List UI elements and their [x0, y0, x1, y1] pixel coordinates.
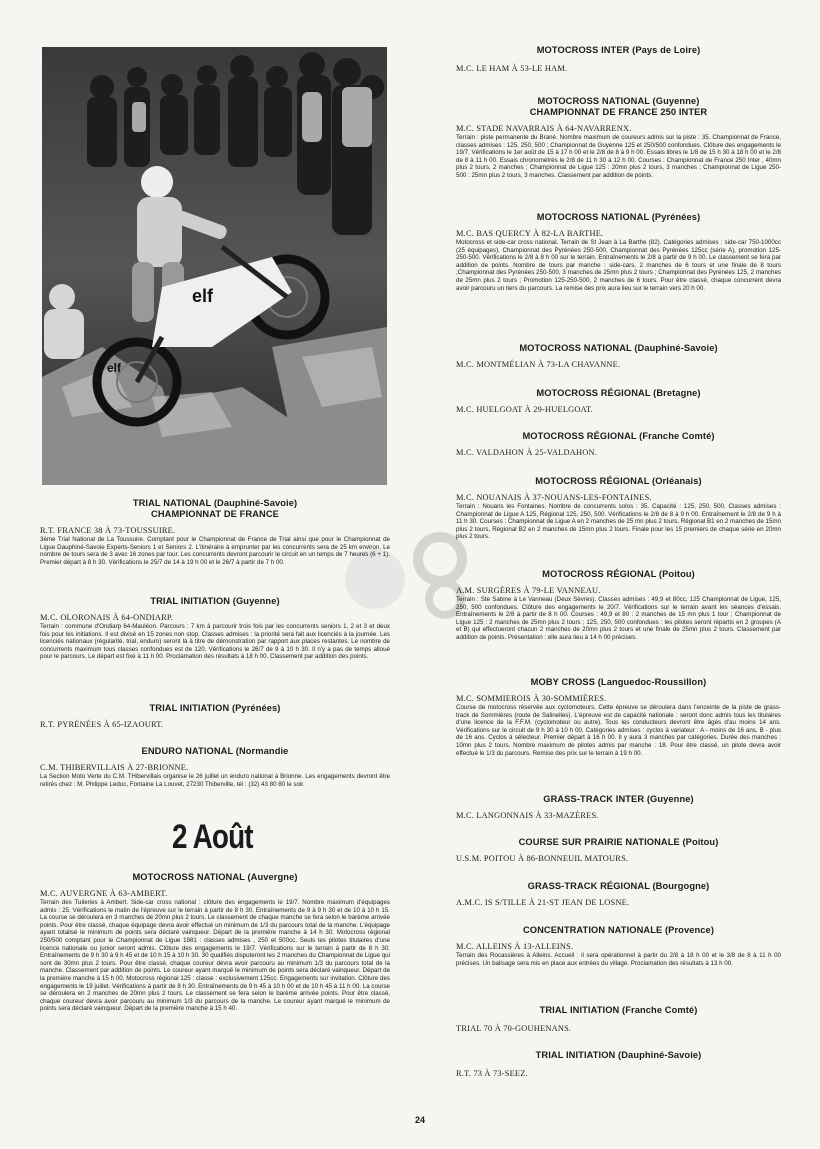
left-section-trial-national: [40, 498, 390, 566]
section-subtitle: CHAMPIONNAT DE FRANCE: [151, 509, 279, 519]
section-title: MOTOCROSS NATIONAL (Guyenne): [537, 96, 700, 106]
section-body: Terrain des Rocassières à Alleins. Accueil : il sera opérationnel à partir du 2/8 à 18 h 00 et le 3/8 de 8 à 11 h 00 précises. Un balisage sera mis en place aux entrées du village. Proclamation des résultats à 13 h 00.: [456, 952, 781, 967]
club-name: A.M. SURGÈRES À 79-LE VANNEAU.: [456, 586, 601, 595]
section-title: CONCENTRATION NATIONALE (Provence): [522, 925, 715, 935]
right-section-3: [456, 343, 781, 370]
left-section-trial-initiation-guyenne: [40, 596, 390, 661]
club-name: M.C. STADE NAVARRAIS À 64-NAVARRENX.: [456, 124, 632, 133]
club-name: M.C. LANGONNAIS À 33-MAZÈRES.: [456, 811, 599, 820]
section-title: GRASS-TRACK INTER (Guyenne): [543, 794, 694, 804]
left-section-motocross-auvergne: [40, 872, 390, 1013]
elf-logo-text-2: elf: [107, 361, 122, 375]
club-name: M.C. OLORONAIS À 64-ONDIARP.: [40, 613, 174, 622]
club-name: R.T. FRANCE 38 À 73-TOUSSUIRE.: [40, 526, 176, 535]
right-section-0: [456, 45, 781, 74]
photo-illustration: [42, 47, 387, 485]
trial-rider-photo: [42, 47, 387, 485]
club-name: M.C. ALLEINS À 13-ALLEINS.: [456, 942, 574, 951]
section-title: TRIAL INITIATION (Dauphiné-Savoie): [535, 1050, 702, 1060]
section-title: MOBY CROSS (Languedoc-Roussillon): [530, 677, 707, 687]
right-section-4: [456, 388, 781, 415]
section-title: COURSE SUR PRAIRIE NATIONALE (Poitou): [518, 837, 719, 847]
section-body: Terrain : commune d'Ondiarp 64-Mauléon. Parcours : 7 km à parcourir trois fois par les concurrents seniors 1, 2 et 3 et deux fois pour les initiations. Il est divisé en 15 zones non stop. Classes admises : la priorité sera fait aux licenciés à la journée. Les licenciés nationaux (régularité, trial, enduro) seront là à titre de démonstration par rapport aux places restantes. Le nombre de concurrents maximum tous classes confondues est de 120. Vérifications le 26/7 de 9 à 10 h 30. Il n'y a pas de temps alloué pour le parcours. Le départ est fixé à 11 h 00. Proclamation des résultats à 18 h 00. Classement par addition des points.: [40, 623, 390, 661]
right-section-2: [456, 212, 781, 292]
section-title: MOTOCROSS RÉGIONAL (Bretagne): [536, 388, 701, 398]
club-name: M.C. NOUANAIS À 37-NOUANS-LES-FONTAINES.: [456, 493, 652, 502]
club-name: M.C. SOMMIEROIS À 30-SOMMIÈRES.: [456, 694, 607, 703]
page-number: 24: [414, 1115, 425, 1125]
right-section-6: [456, 476, 781, 541]
left-section-trial-initiation-pyrenees: [40, 703, 390, 730]
section-title: MOTOCROSS NATIONAL (Auvergne): [132, 872, 298, 882]
date-heading: 2 Août: [172, 818, 253, 856]
club-name: R.T. 73 À 73-SEEZ.: [456, 1069, 528, 1078]
section-body: 3ème Trial National de La Toussuire. Comptant pour le Championnat de France de Trial ainsi que pour le Championnat de Ligue Dauphiné-Savoie Experts-Seniors 1 et Seniors 2. L'itinéraire à emprunter par les concurrents sera de 25 km environ. Le nombre de tours sera de 3 avec 16 zones par tour. Les concurrents devront parcourir le circuit en un temps de 7 heures (6 + 1). Premier départ à 8 h 30. Vérifications le 25/7 de 14 à 19 h 00 et le 26/7 à partir de 7 h 00.: [40, 536, 390, 566]
section-title: TRIAL NATIONAL (Dauphiné-Savoie): [132, 498, 298, 508]
section-title: MOTOCROSS NATIONAL (Pyrénées): [536, 212, 701, 222]
section-body: Motocross et side-car cross national. Terrain de St Jean à La Barthe (82). Catégories admises : side-car 750-1000cc (25 équipages), Championnat des Pyrénées 250-500, Championnat des Pyrénées 125cc (série A), promotion 125-250-500. Vérifications le 2/8 à 8 h 00 sur le terrain. Entraînements le 2/8 à partir de 9 h 00. Le classement se fera par addition de points. Nombre de tours par manche : side-cars, 2 manches de 6 tours et une finale de 8 tours ;Championnat des Pyrénées 250-500, 3 manches de 25mn plus 2 tours ; Championnat des Pyrénées 125, 2 manches de 25mn plus 2 tours ; Promotion 125-250-500, 2 manches de 6 tours. Pour être classé, chaque concurrent devra avoir parcouru un tiers du parcours. La remise des prix aura lieu sur le terrain vers 20 h 00.: [456, 239, 781, 292]
section-body: Course de motocross réservée aux cyclomoteurs. Cette épreuve se déroulera dans l'enceinte de la piste de grass-track de Sommières (route de Salinelles). L'épreuve est de capacité nationale : seront donc admis tous les titulaires d'une licence de la F.F.M. (cyclomoteur ou autre). Tous les conducteurs devront être âgés d'au moins 14 ans. Vérifications sur le circuit de 9 h 30 à 10 h 00. Catégories admises : cyclos à variateur : A - moins de 16 ans, B - plus de 16 ans. Cyclos à sélecteur. Premier départ à 16 h 00. Il y aura 3 manches par catégories. Durée des manches : 10mn plus 2 tours. Nombre maximum de pilotes admis par manche : 18. Pour être classé, un pilote devra avoir effectué le 1/3 du parcours. Remise des prix sur le terrain à 19 h 00.: [456, 704, 781, 757]
section-body: Terrain : Ste Sabine à Le Vanneau (Deux Sèvres). Classes admises : 49,9 et 80cc, 125 Championnat de Ligue, 125, 250, 500 confondues. Clôture des engagements le 20/7. Vérifications sur le terrain avant les séances d'essais. Entraînements le 2/8 à partir de 8 h 00. Courses : 49,9 et 80 : 2 manches de 15 mn plus 1 tour ; Championnat de Ligue 125 : 2 manches de 25mn plus 2 tours ; 125, 250, 500 confondues : les pilotes seront répartis en 2 groupes (A et B) qui effectueront chacun 2 manches de 20mn plus 2 tours et une finale de 25mn plus 2 tours. Classement par addition de points. Présentation : elle aura lieu à 14 h 00 précises.: [456, 596, 781, 641]
right-section-5: [456, 431, 781, 458]
section-title: MOTOCROSS RÉGIONAL (Poitou): [542, 569, 695, 579]
club-name: M.C. BAS QUERCY À 82-LA BARTHE.: [456, 229, 604, 238]
section-title: GRASS-TRACK RÉGIONAL (Bourgogne): [527, 881, 710, 891]
right-section-10: [456, 837, 781, 864]
right-section-7: [456, 569, 781, 642]
section-title: TRIAL INITIATION (Pyrénées): [149, 703, 281, 713]
club-name: A.M.C. IS S/TILLE À 21-ST JEAN DE LOSNE.: [456, 898, 630, 907]
left-section-enduro-national: [40, 746, 390, 788]
section-title: MOTOCROSS RÉGIONAL (Franche Comté): [522, 431, 715, 441]
club-name: TRIAL 70 À 70-GOUHENANS.: [456, 1024, 572, 1033]
right-section-12: [456, 925, 781, 967]
section-subtitle: CHAMPIONNAT DE FRANCE 250 INTER: [529, 107, 708, 117]
right-section-13: [456, 1005, 781, 1034]
club-name: M.C. HUELGOAT À 29-HUELGOAT.: [456, 405, 593, 414]
section-body: La Section Moto Verte du C.M. THibervillais organise le 26 juillet un enduro national à Brionne. Les engagements devront être retirés chez : M. Philippe Leduc, Fontaine La Louvet, 27230 Thiberville, tél : (32) 43 80 80 le soir.: [40, 773, 390, 788]
section-title: MOTOCROSS NATIONAL (Dauphiné-Savoie): [519, 343, 718, 353]
section-title: TRIAL INITIATION (Guyenne): [150, 596, 280, 606]
club-name: M.C. AUVERGNE À 63-AMBERT.: [40, 889, 168, 898]
club-name: C.M. THIBERVILLAIS À 27-BRIONNE.: [40, 763, 189, 772]
right-section-14: [456, 1050, 781, 1079]
club-name: M.C. MONTMÉLIAN À 73-LA CHAVANNE.: [456, 360, 621, 369]
section-body: Terrain des Tuileries à Ambert. Side-car cross national : clôture des engagements le 19/7. Nombre maximum d'équipages admis : 25. Vérifications le matin de l'épreuve sur le terrain à partir de 8 h 30. Entraînements de 9 à 9 h 30 et de 10 à 10 h 15. La course se déroulera en 3 manches de 20mn plus 2 tours. Le classement de chaque manche se fera selon le barème arrivée points. Pour être classé, chaque équipage devra avoir effectué un minimum de 1/3 du parcours total de la manche. L'équipage ayant totalisé le minimum de points sera déclaré vainqueur. Départ de la première manche à 14 h 30. Motocross régional 250/500 comptant pour le Championnat de Ligue 1981 : classes admises , 250 et 500cc. Seuls les pilotes titulaires d'une licence nationale ou junior seront admis. Clôture des engagements le 19/7. Vérifications sur le terrain à partir de 8 h 30. Entraînements de 9 h 30 à 9 h 45 et de 10 h 15 à 10 h 30. 30 qualifiés disputeront les 2 manches du Championnat de Ligue qui sont de 30mn plus 2 tours. Pour être classé, chaque coureur devra avoir parcouru au minimum 1/3 du parcours total de la manche. Classement par addition de points. Le coureur ayant marqué le minimum de points sera déclaré vainqueur. Départ de la première manche à 15 h 00. Motocross régional 125 : classe : exclusivement 125cc. Engagements sur invitation. Clôture des engagements le 19 juillet. Vérifications à partir de 8 h 30. Entraînements de 9 h 45 à 10 h 00 et de 10 h 45 à 11 h 00. La course se déroulera en 2 manches de 20mn plus 2 tours. Le classement se fera selon le barème arrivée points. Pour être classé, chaque coureur devra avoir parcouru au minimum 1/3 du parcours de la manche. Le coureur ayant marqué le minimum de points sera déclaré vainqueur. Départ de la première manche à 15 h 40.: [40, 899, 390, 1013]
club-name: U.S.M. POITOU À 86-BONNEUIL MATOURS.: [456, 854, 629, 863]
club-name: M.C. VALDAHON À 25-VALDAHON.: [456, 448, 597, 457]
section-title: ENDURO NATIONAL (Normandie: [141, 746, 289, 756]
section-title: TRIAL INITIATION (Franche Comté): [539, 1005, 698, 1015]
section-body: Terrain : Nouans les Fontaines. Nombre de concurrents solos : 35. Capacité : 125, 250, 500. Classes admises : Championnat de Ligue A 125, Régional 125, 250, 500. Vérifications le 2/8 de 8 à 9 h 00. Entraînement le 2/8 de 9 h à 11 h 30. Courses : Championnat de Ligue A en 2 manches de 25 mn plus 2 tours, Régional B1 en 2 manches de 15mn plus 2 tours, Régional B2 en 2 manches de 15mn plus 2 tours. Finale pour les 15 premiers de chaque série en 20mn plus 2 tours.: [456, 503, 781, 541]
club-name: M.C. LE HAM À 53-LE HAM.: [456, 64, 568, 73]
club-name: R.T. PYRÉNÉES À 65-IZAOURT.: [40, 720, 164, 729]
section-title: MOTOCROSS RÉGIONAL (Orléanais): [535, 476, 702, 486]
elf-logo-text: elf: [192, 286, 214, 306]
right-section-8: [456, 677, 781, 757]
section-title: MOTOCROSS INTER (Pays de Loire): [536, 45, 701, 55]
right-section-11: [456, 881, 781, 908]
right-section-9: [456, 794, 781, 821]
section-body: Terrain : piste permanente du Brané. Nombre maximum de coureurs admis sur la piste : 35. Championnat de France, classes admises : 125, 250, 500 ; Championnat de Guyenne 125 et 250/500 confondues. Clôture des engagements le 19/7. Vérifications le 1er août de 15 à 17 h 00 et le 2/8 de 8 à 9 h 00. Essais libres le 1/8 de 15 h 30 à 18 h 00 et le 2/8 de 8 à 11 h 00. Essais chronométrés le 2/8 de 11 h 30 à 12 h 00. Courses : Championnat de France 250 Inter , 40mn plus 2 tours, 2 manches ; Championnat de Ligue 125 : 20mn plus 2 tours, 3 manches ; Championnat de Ligue 250-500 : 25mn plus 2 tours, 3 manches. Classement par addition de points.: [456, 134, 781, 179]
right-section-1: [456, 96, 781, 180]
